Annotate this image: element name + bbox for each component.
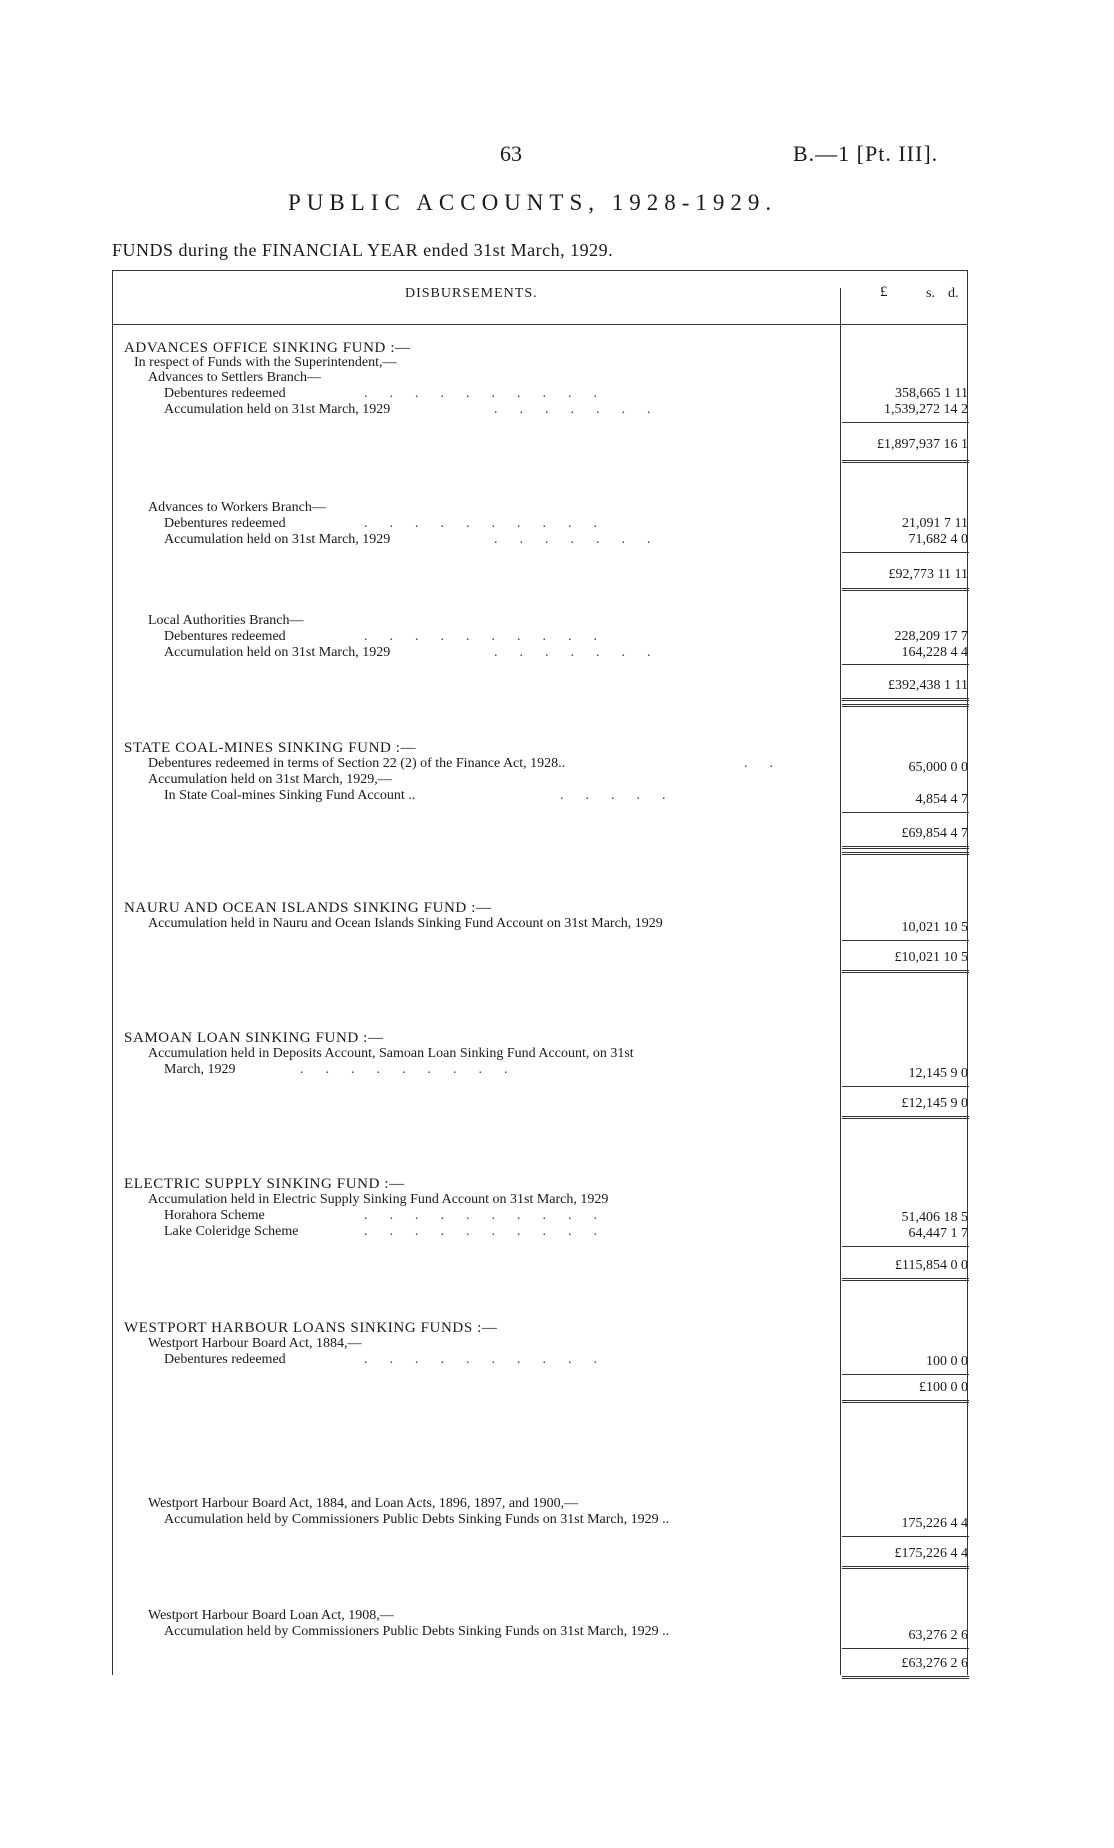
item-label: Debentures redeemed: [164, 386, 286, 401]
item-label: Westport Harbour Board Act, 1884, and Loan Acts, 1896, 1897, and 1900,—: [148, 1496, 579, 1511]
branch-workers: Advances to Workers Branch—: [148, 500, 326, 515]
item-label: Accumulation held in Deposits Account, Samoan Loan Sinking Fund Account, on 31st: [148, 1046, 634, 1061]
total: £69,854 4 7: [901, 826, 968, 841]
item-label: Westport Harbour Board Act, 1884,—: [148, 1336, 362, 1351]
item-label: Debentures redeemed: [164, 629, 286, 644]
total: £12,145 9 0: [901, 1096, 968, 1111]
section-heading-samoan: SAMOAN LOAN SINKING FUND :—: [124, 1030, 384, 1046]
amount: 12,145 9 0: [908, 1066, 968, 1081]
item-label: Debentures redeemed: [164, 516, 286, 531]
item-label: Debentures redeemed: [164, 1352, 286, 1367]
amount: 65,000 0 0: [908, 760, 968, 775]
amount: 71,682 4 0: [908, 532, 968, 547]
total: £1,897,937 16 1: [877, 437, 968, 452]
item-label: Lake Coleridge Scheme: [164, 1224, 299, 1239]
table-frame: [112, 270, 967, 1675]
item-label: In State Coal-mines Sinking Fund Account ..: [164, 788, 416, 803]
amount: 21,091 7 11: [902, 516, 968, 531]
total: £175,226 4 4: [894, 1546, 968, 1561]
amount: 228,209 17 7: [894, 629, 968, 644]
section-heading-electric: ELECTRIC SUPPLY SINKING FUND :—: [124, 1176, 405, 1192]
item-label: March, 1929: [164, 1062, 236, 1077]
page-number: 63: [500, 141, 522, 166]
advances-line: In respect of Funds with the Superintendent,—: [134, 355, 397, 370]
amount: 64,447 1 7: [908, 1226, 968, 1241]
item-label: Horahora Scheme: [164, 1208, 265, 1223]
total: £63,276 2 6: [901, 1656, 968, 1671]
item-label: Accumulation held by Commissioners Public Debts Sinking Funds on 31st March, 1929 ..: [164, 1512, 670, 1527]
total: £10,021 10 5: [894, 950, 968, 965]
column-header-pounds: £: [880, 284, 888, 300]
section-heading-advances: ADVANCES OFFICE SINKING FUND :—: [124, 340, 411, 356]
section-heading-coal: STATE COAL-MINES SINKING FUND :—: [124, 740, 417, 756]
item-label: Accumulation held by Commissioners Public Debts Sinking Funds on 31st March, 1929 ..: [164, 1624, 670, 1639]
amount: 175,226 4 4: [901, 1516, 968, 1531]
branch-local-authorities: Local Authorities Branch—: [148, 613, 304, 628]
item-label: Accumulation held on 31st March, 1929: [164, 645, 391, 660]
section-heading-westport: WESTPORT HARBOUR LOANS SINKING FUNDS :—: [124, 1320, 498, 1336]
item-label: Accumulation held on 31st March, 1929: [164, 402, 391, 417]
column-header-pence: d.: [948, 286, 959, 301]
amount: 358,665 1 11: [895, 386, 968, 401]
column-header-disbursements: DISBURSEMENTS.: [405, 286, 538, 301]
item-label: Westport Harbour Board Loan Act, 1908,—: [148, 1608, 394, 1623]
total: £92,773 11 11: [888, 567, 968, 582]
amount: 100 0 0: [926, 1354, 968, 1369]
amount: 63,276 2 6: [908, 1628, 968, 1643]
item-label: Accumulation held on 31st March, 1929: [164, 532, 391, 547]
item-label: Accumulation held in Nauru and Ocean Islands Sinking Fund Account on 31st March, 1929: [148, 916, 663, 931]
item-label: Accumulation held on 31st March, 1929,—: [148, 772, 392, 787]
document-reference: B.—1 [Pt. III].: [793, 141, 939, 166]
amount: 4,854 4 7: [915, 792, 968, 807]
amount: 51,406 18 5: [901, 1210, 968, 1225]
amount: 164,228 4 4: [901, 645, 968, 660]
item-label: Debentures redeemed in terms of Section 22 (2) of the Finance Act, 1928..: [148, 756, 566, 771]
total: £392,438 1 11: [888, 678, 968, 693]
page-subtitle: FUNDS during the FINANCIAL YEAR ended 31st March, 1929.: [112, 240, 614, 260]
total: £115,854 0 0: [895, 1258, 968, 1273]
page-title: PUBLIC ACCOUNTS, 1928-1929.: [288, 190, 778, 215]
total: £100 0 0: [919, 1380, 968, 1395]
branch-settlers: Advances to Settlers Branch—: [148, 370, 322, 385]
column-header-shillings: s.: [926, 286, 935, 301]
amount: 10,021 10 5: [901, 920, 968, 935]
amount: 1,539,272 14 2: [884, 402, 968, 417]
item-label: Accumulation held in Electric Supply Sinking Fund Account on 31st March, 1929: [148, 1192, 609, 1207]
section-heading-nauru: NAURU AND OCEAN ISLANDS SINKING FUND :—: [124, 900, 492, 916]
